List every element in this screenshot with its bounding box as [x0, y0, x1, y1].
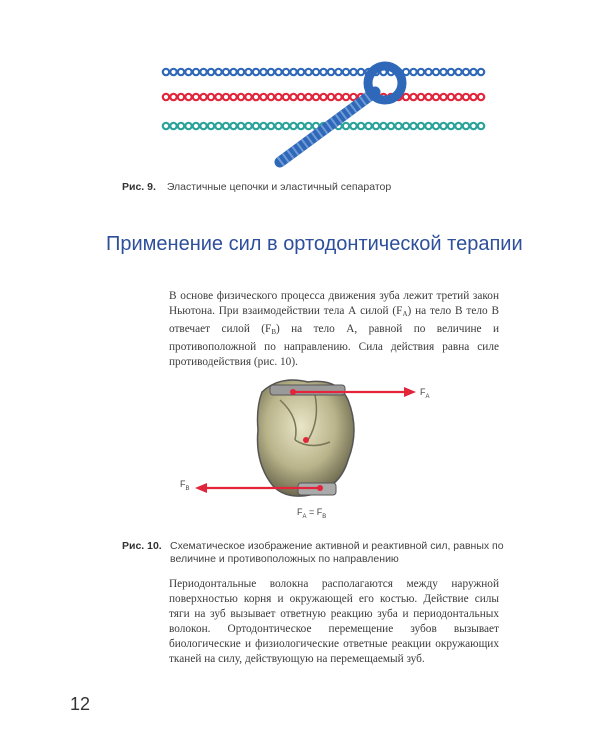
figure-9-label: Рис. 9.	[122, 181, 156, 193]
paragraph-newton-law: В основе физического процесса движения зуба лежит третий закон Ньютона. При взаимодействии тела А силой $(F_A)$ на тело В тело В отвечает силой $(F_B)$ на тело А, равной по величине и противоположной по направлению. Сила действия равна силе противодействия (рис. 10).	[169, 290, 499, 368]
paragraph-periodontal: Периодонтальные волокна располагаются между наружной поверхностью корня и окружающей его костью. Действие силы тяги на зуб вызывает ответную реакцию зуба и периодонтальных волокон. Ортодонтическое перемещение зубов вызывает биологические и физиологические ответные реакции окружающих тканей на силу, действующую на перемещаемый зуб.	[169, 578, 499, 665]
section-heading: Применение сил в ортодонтической терапии	[106, 233, 523, 255]
figure-9-caption	[122, 181, 522, 194]
force-b-label: $F_B$	[180, 479, 190, 492]
force-a-label: $F_A$	[420, 387, 430, 400]
figure-9-caption-text: Эластичные цепочки и эластичный сепаратор	[166, 181, 392, 193]
figure-10-caption-text: Схематическое изображение активной и реактивной сил, равных по величине и противоположных по направлению	[170, 540, 504, 565]
red-elastic-chain	[163, 94, 484, 100]
tooth-force-diagram	[170, 370, 440, 525]
blue-elastic-chain	[163, 69, 484, 75]
separator-handle	[280, 92, 375, 162]
page-number: 12	[70, 694, 91, 714]
figure-10-label: Рис. 10.	[122, 540, 162, 552]
force-equality-label: $F_A = F_B$	[297, 507, 327, 520]
elastic-chains-illustration	[160, 50, 490, 175]
